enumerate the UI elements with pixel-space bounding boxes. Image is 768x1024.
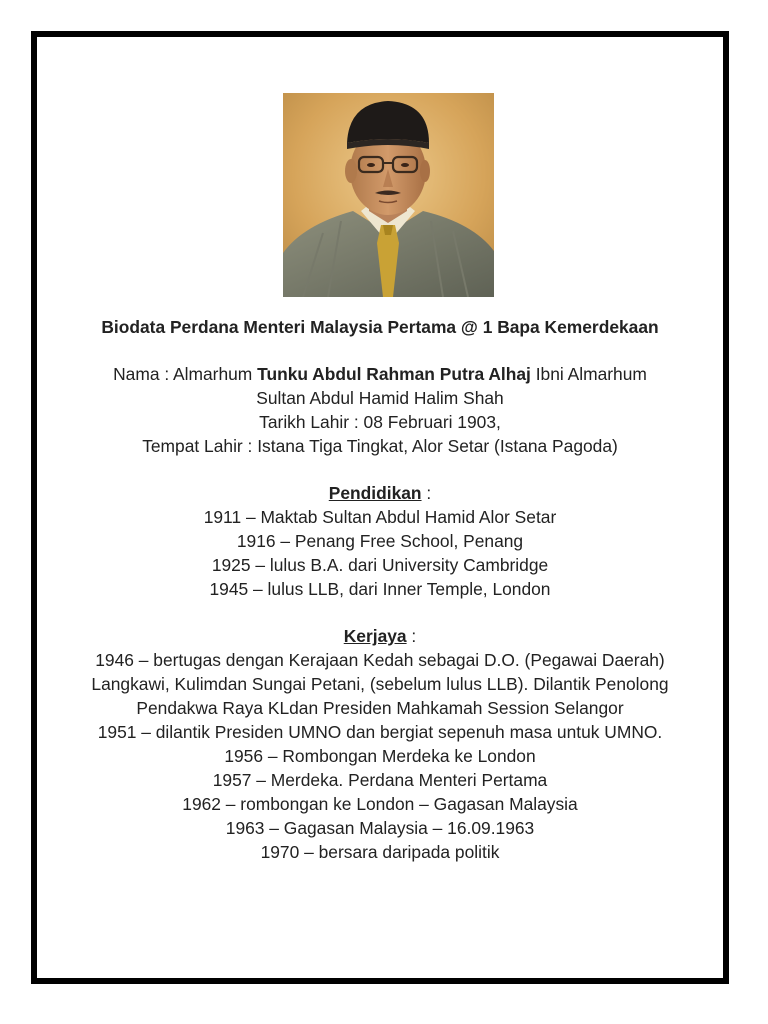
pendidikan-item: 1945 – lulus LLB, dari Inner Temple, London — [209, 579, 551, 599]
pendidikan-heading-line — [37, 481, 723, 505]
kerjaya-item: 1970 – bersara daripada politik — [260, 842, 500, 862]
page-title: Biodata Perdana Menteri Malaysia Pertama @ 1 Bapa Kemerdekaan — [101, 317, 659, 337]
pendidikan-suffix: : — [421, 483, 432, 503]
pendidikan-item: 1916 – Penang Free School, Penang — [236, 531, 524, 551]
nama-line — [37, 362, 723, 410]
kerjaya-item: 1956 – Rombongan Merdeka ke London — [224, 746, 536, 766]
tarikh-lahir: Tarikh Lahir : 08 Februari 1903, — [259, 412, 501, 432]
nama-bold: Tunku Abdul Rahman Putra Alhaj — [257, 364, 531, 384]
kerjaya-item: 1946 – bertugas dengan Kerajaan Kedah sebagai D.O. (Pegawai Daerah) Langkawi, Kulimdan Sungai Petani, (sebelum lulus LLB). Dilantik Penolong Pendakwa Raya KLdan Presiden Mahkamah Session Selangor — [91, 650, 669, 718]
nama-label: Nama : Almarhum — [113, 364, 258, 384]
kerjaya-item: 1951 – dilantik Presiden UMNO dan bergiat sepenuh masa untuk UMNO. — [97, 722, 663, 742]
nama-rest: Ibni Almarhum Sultan Abdul Hamid Halim Shah — [256, 364, 647, 408]
kerjaya-suffix: : — [406, 626, 417, 646]
pendidikan-heading: Pendidikan — [328, 483, 422, 503]
document-frame — [31, 31, 729, 984]
biodata-content — [37, 315, 723, 864]
kerjaya-item: 1963 – Gagasan Malaysia – 16.09.1963 — [225, 818, 535, 838]
tempat-lahir: Tempat Lahir : Istana Tiga Tingkat, Alor Setar (Istana Pagoda) — [142, 436, 618, 456]
kerjaya-item: 1957 – Merdeka. Perdana Menteri Pertama — [212, 770, 548, 790]
portrait-painting — [283, 93, 494, 297]
pendidikan-item: 1911 – Maktab Sultan Abdul Hamid Alor Setar — [203, 507, 557, 527]
pendidikan-item: 1925 – lulus B.A. dari University Cambridge — [211, 555, 549, 575]
kerjaya-heading: Kerjaya — [343, 626, 407, 646]
portrait-image — [283, 93, 494, 297]
kerjaya-item: 1962 – rombongan ke London – Gagasan Malaysia — [182, 794, 578, 814]
kerjaya-heading-line — [37, 624, 723, 648]
